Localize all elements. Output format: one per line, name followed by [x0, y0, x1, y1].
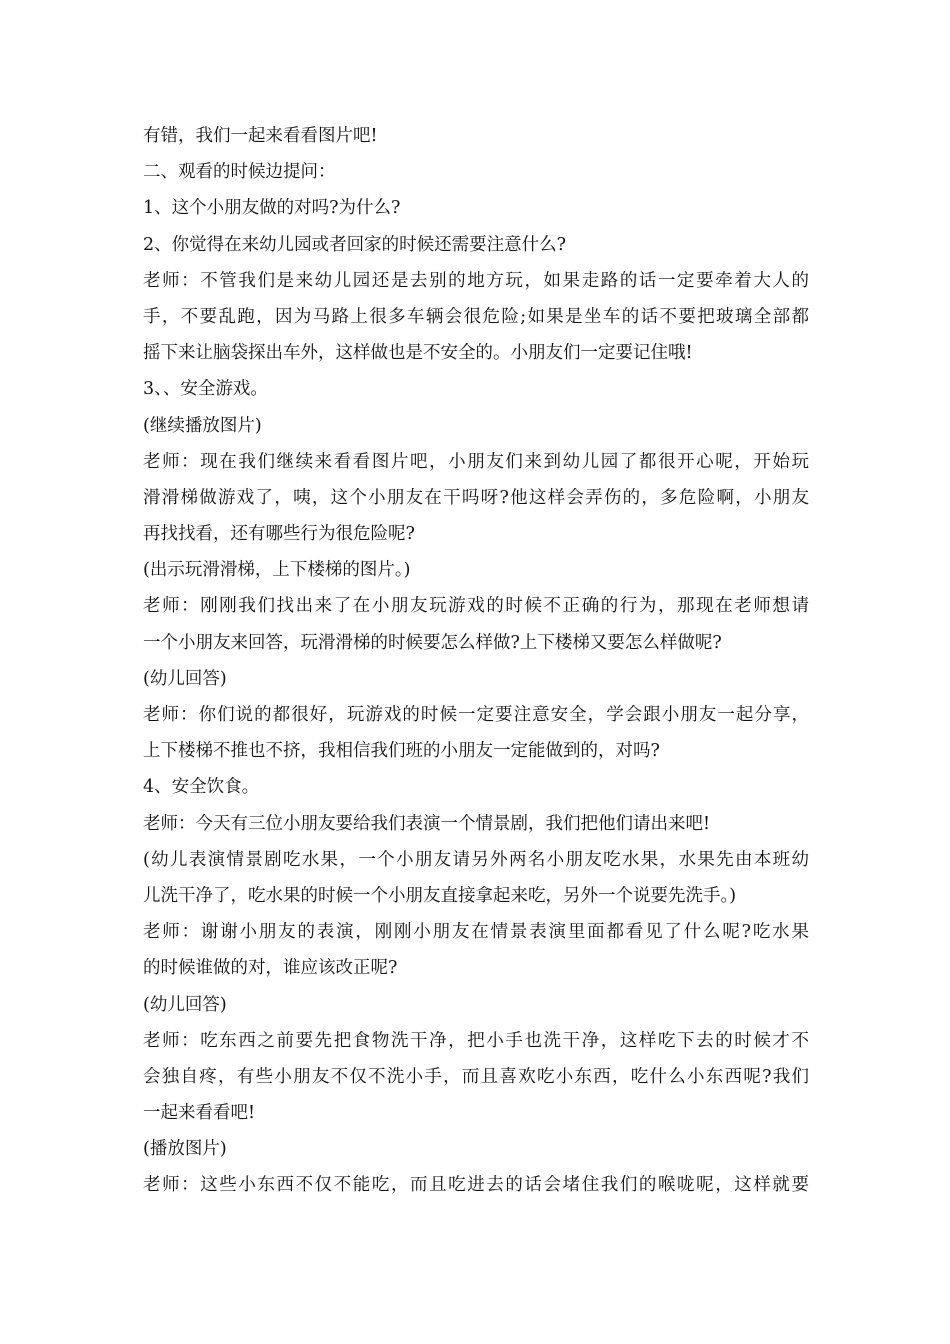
paragraph-line: 老师：这些小东西不仅不能吃，而且吃进去的话会堵住我们的喉咙呢，这样就要 [143, 1175, 809, 1196]
paragraph-line: 会独自疼，有些小朋友不仅不洗小手，而且喜欢吃小东西，吃什么小东西呢?我们 [143, 1066, 809, 1087]
paragraph-line: 一个小朋友来回答，玩滑滑梯的时候要怎么样做?上下楼梯又要怎么样做呢? [143, 632, 722, 653]
paragraph-line: 老师：吃东西之前要先把食物洗干净，把小手也洗干净，这样吃下去的时候才不 [143, 1030, 809, 1051]
paragraph-line: 4、安全饮食。 [143, 777, 260, 798]
paragraph-line: 老师：今天有三位小朋友要给我们表演一个情景剧，我们把他们请出来吧! [143, 813, 711, 834]
paragraph-line: 手，不要乱跑，因为马路上很多车辆会很危险;如果是坐车的话不要把玻璃全部都 [143, 306, 809, 327]
paragraph-line: (出示玩滑滑梯，上下楼梯的图片。) [143, 560, 411, 581]
paragraph-line: (继续播放图片) [143, 415, 262, 436]
paragraph-line: (幼儿表演情景剧吃水果，一个小朋友请另外两名小朋友吃水果，水果先由本班幼 [143, 849, 809, 870]
paragraph-line: 老师：刚刚我们找出来了在小朋友玩游戏的时候不正确的行为，那现在老师想请 [143, 596, 809, 617]
paragraph-line: 儿洗干净了，吃水果的时候一个小朋友直接拿起来吃，另外一个说要先洗手。) [143, 885, 737, 906]
paragraph-line: 有错，我们一起来看看图片吧! [143, 126, 378, 146]
paragraph-line: 摇下来让脑袋探出车外，这样做也是不安全的。小朋友们一定要记住哦! [143, 343, 693, 364]
paragraph-line: (播放图片) [143, 1139, 227, 1160]
paragraph-line: 老师：不管我们是来幼儿园还是去别的地方玩，如果走路的话一定要牵着大人的 [143, 270, 809, 291]
paragraph-line: 3、、安全游戏。 [143, 379, 268, 400]
paragraph-line: 再找找看，还有哪些行为很危险呢? [143, 524, 415, 545]
paragraph-line: 老师：你们说的都很好，玩游戏的时候一定要注意安全，学会跟小朋友一起分享， [143, 705, 809, 725]
paragraph-line: 滑滑梯做游戏了，咦，这个小朋友在干吗呀?他这样会弄伤的，多危险啊，小朋友 [143, 487, 809, 508]
paragraph-line: 的时候谁做的对，谁应该改正呢? [143, 958, 398, 979]
paragraph-line: 老师：谢谢小朋友的表演，刚刚小朋友在情景表演里面都看见了什么呢?吃水果 [143, 922, 809, 943]
paragraph-line: 老师：现在我们继续来看看图片吧，小朋友们来到幼儿园了都很开心呢，开始玩 [143, 451, 809, 472]
paragraph-line: 上下楼梯不推也不挤，我相信我们班的小朋友一定能做到的，对吗? [143, 741, 660, 762]
document-body [143, 118, 809, 1204]
paragraph-line: 一起来看看吧! [143, 1103, 256, 1124]
paragraph-line: (幼儿回答) [143, 994, 227, 1015]
paragraph-line: 二、观看的时候边提问： [143, 162, 336, 183]
paragraph-line: (幼儿回答) [143, 668, 227, 689]
paragraph-line: 2、你觉得在来幼儿园或者回家的时候还需要注意什么? [143, 234, 567, 255]
paragraph-line: 1、这个小朋友做的对吗?为什么? [143, 198, 401, 219]
